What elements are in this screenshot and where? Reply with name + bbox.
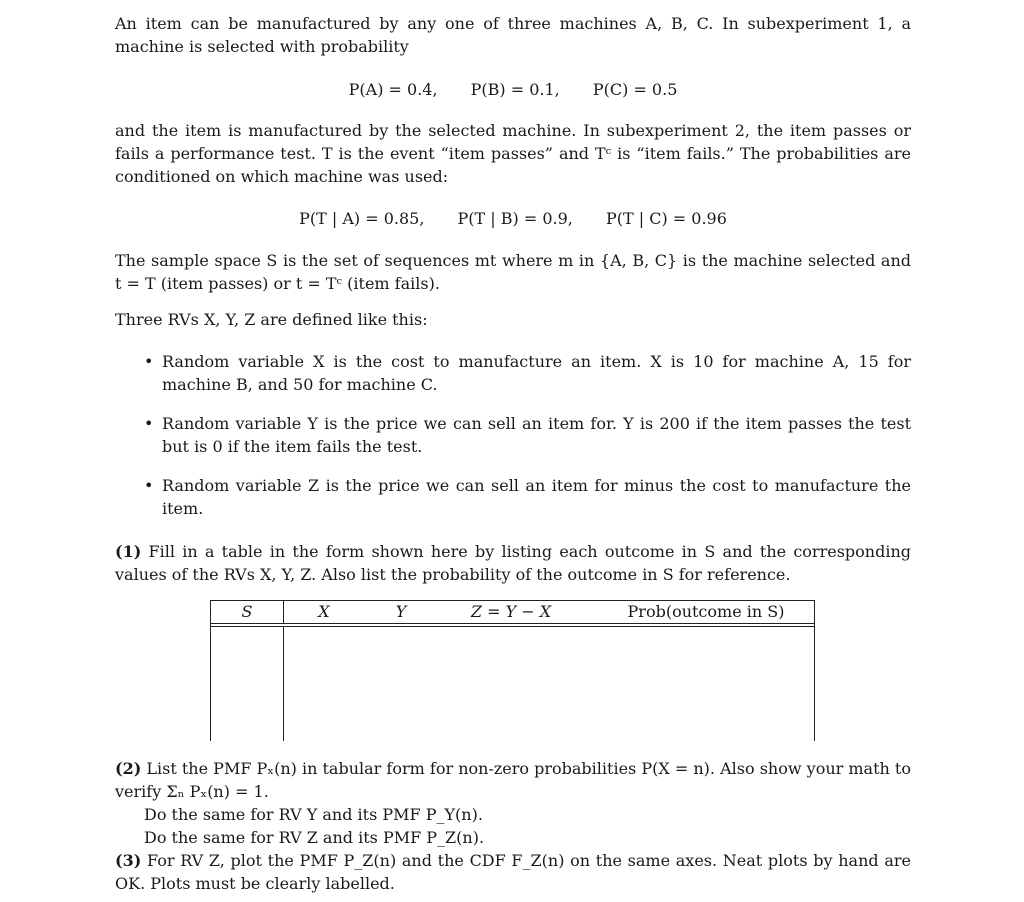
- bullet-icon: •: [144, 476, 154, 495]
- rv-intro: Three RVs X, Y, Z are defined like this:: [115, 310, 428, 329]
- prob-t-given-c: P(T | C) = 0.96: [605, 209, 727, 228]
- header-s: S: [241, 602, 253, 621]
- prob-b: P(B) = 0.1,: [470, 80, 560, 99]
- question-2-text: List the PMF Pₓ(n) in tabular form for non-zero probabilities P(X = n). Also show your math to verify Σₙ Pₓ(n) = 1.: [115, 759, 911, 801]
- list-item: [115, 350, 911, 396]
- rv-z-definition: Random variable Z is the price we can sell an item for minus the cost to manufacture the item.: [162, 476, 911, 518]
- prob-t-given-a: P(T | A) = 0.85,: [299, 209, 425, 228]
- rv-definitions-list: [115, 350, 911, 520]
- rv-x-definition: Random variable X is the cost to manufacture an item. X is 10 for machine A, 15 for machine B, and 50 for machine C.: [162, 352, 911, 394]
- header-x: X: [318, 602, 330, 621]
- subexperiment-paragraph: and the item is manufactured by the selected machine. In subexperiment 2, the item passes or fails a performance test. T is the event “item passes” and Tᶜ is “item fails.” The probabilities are conditioned on which machine was used:: [115, 121, 911, 186]
- question-1-text: Fill in a table in the form shown here by listing each outcome in S and the corresponding values of the RVs X, Y, Z. Also list the probability of the outcome in S for reference.: [115, 542, 911, 584]
- prob-c: P(C) = 0.5: [592, 80, 678, 99]
- outcome-table: [210, 600, 815, 741]
- question-1: [115, 540, 911, 586]
- question-2: [115, 757, 911, 803]
- rv-y-definition: Random variable Y is the price we can sell an item for. Y is 200 if the item passes the test but is 0 if the item fails the test.: [162, 414, 911, 456]
- header-z: Z = Y − X: [470, 602, 552, 621]
- table-header-row: [210, 600, 815, 624]
- question-2-label: (2): [115, 759, 142, 778]
- body-divider: [283, 627, 284, 741]
- header-prob: Prob(outcome in S): [627, 602, 785, 621]
- question-3-text: For RV Z, plot the PMF P_Z(n) and the CDF F_Z(n) on the same axes. Neat plots by hand are OK. Plots must be clearly labelled.: [115, 851, 911, 893]
- intro-paragraph: An item can be manufactured by any one of three machines A, B, C. In subexperiment 1, a machine is selected with probability: [115, 14, 911, 56]
- prob-t-given-b: P(T | B) = 0.9,: [457, 209, 573, 228]
- question-3: [115, 849, 911, 895]
- question-2-z: Do the same for RV Z and its PMF P_Z(n).: [144, 828, 485, 847]
- bullet-icon: •: [144, 352, 154, 371]
- list-item: [115, 412, 911, 458]
- list-item: [115, 474, 911, 520]
- bullet-icon: •: [144, 414, 154, 433]
- sample-space-paragraph: The sample space S is the set of sequences mt where m in {A, B, C} is the machine selected and t = T (item passes) or t = Tᶜ (item fails).: [115, 251, 911, 293]
- question-3-label: (3): [115, 851, 142, 870]
- prob-a: P(A) = 0.4,: [348, 80, 438, 99]
- conditional-probabilities: [115, 207, 911, 230]
- question-2-y: Do the same for RV Y and its PMF P_Y(n).: [144, 805, 483, 824]
- header-y: Y: [395, 602, 407, 621]
- question-1-label: (1): [115, 542, 142, 561]
- machine-probabilities: [115, 78, 911, 101]
- table-body: [210, 626, 815, 741]
